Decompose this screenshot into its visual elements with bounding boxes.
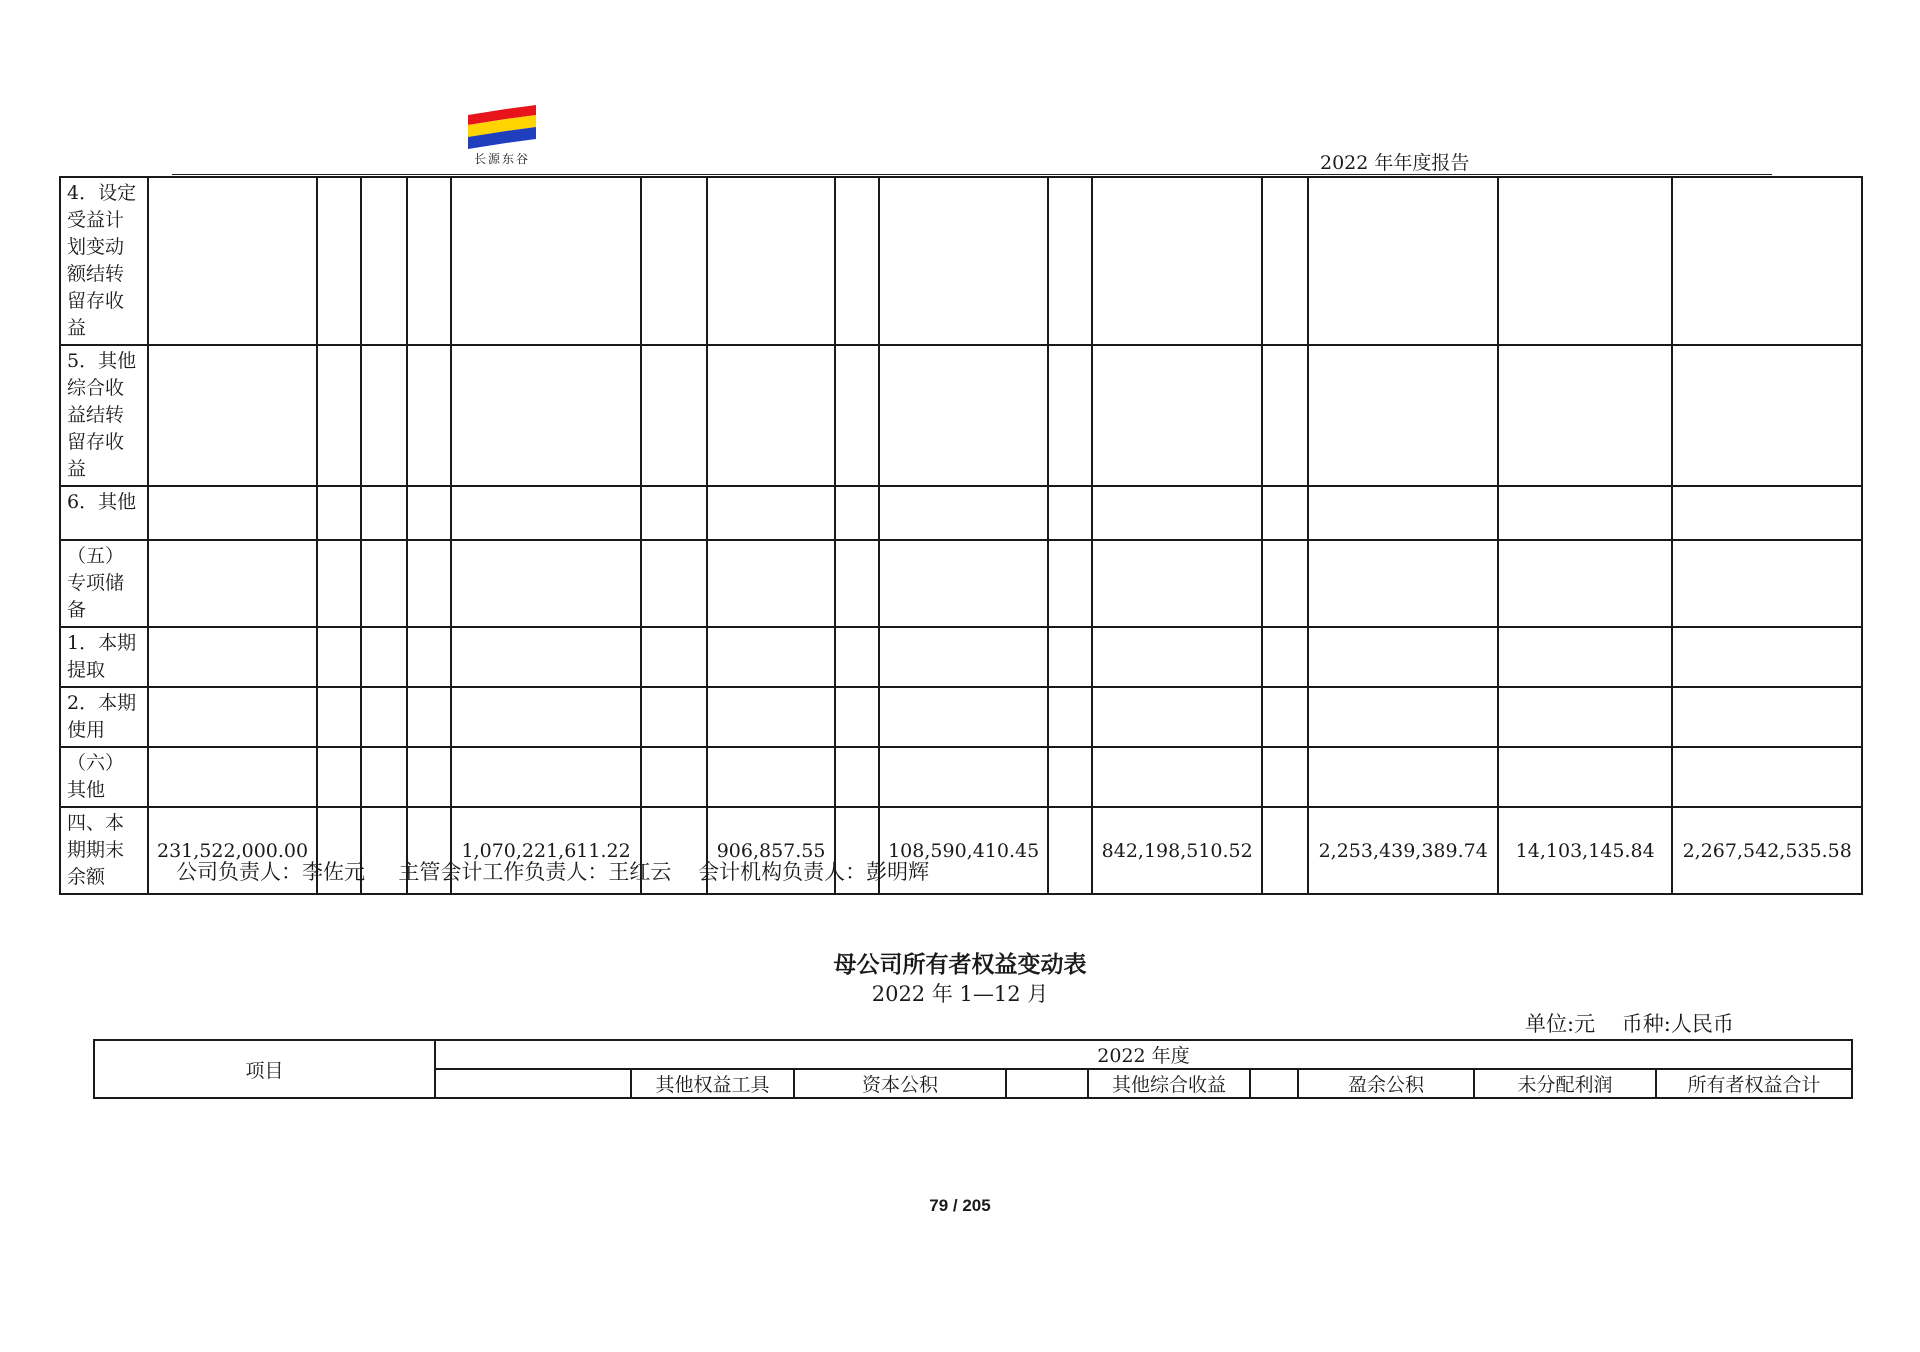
table-cell [1262,627,1308,687]
table-cell [148,540,317,627]
table-cell [1672,345,1862,486]
table-cell [148,687,317,747]
table-row [60,177,1862,345]
unit-currency: 单位:元 币种:人民币 [1525,1012,1734,1036]
row-label: 四、本期期末余额 [60,807,148,894]
table-cell [148,345,317,486]
table-cell [1672,486,1862,540]
table-cell [879,687,1048,747]
header-divider [172,174,1772,175]
table-cell [361,687,407,747]
table-cell [1048,747,1092,807]
table-cell [879,627,1048,687]
table-cell [317,177,361,345]
table-cell: 231,522,000.00 [148,807,317,894]
table-cell [361,540,407,627]
table-row [60,540,1862,627]
table-cell [451,627,641,687]
table-cell [1092,687,1262,747]
table-cell [361,177,407,345]
table-cell [1498,345,1672,486]
table-cell: 2,267,542,535.58 [1672,807,1862,894]
table-cell [641,747,707,807]
table-cell [1048,345,1092,486]
table-row [60,345,1862,486]
table-cell [1308,540,1498,627]
table-cell [317,687,361,747]
table-cell [707,627,835,687]
table-cell [407,345,451,486]
table-cell [1672,627,1862,687]
table-cell [317,540,361,627]
column-header: 所有者权益合计 [1656,1069,1852,1098]
table-cell [1498,177,1672,345]
column-header [1250,1069,1298,1098]
table-cell: 14,103,145.84 [1498,807,1672,894]
table-cell [835,747,879,807]
table-cell [451,486,641,540]
equity-change-table-continued [59,176,1863,895]
table-cell [1092,747,1262,807]
table-cell [1262,345,1308,486]
table-cell [1262,540,1308,627]
table-cell [1092,486,1262,540]
row-label: 1．本期提取 [60,627,148,687]
page-number: 79 / 205 [929,1196,991,1215]
table-cell [148,747,317,807]
table-cell [1308,486,1498,540]
table-cell: 842,198,510.52 [1092,807,1262,894]
table-cell [835,177,879,345]
signatories: 公司负责人：李佐元 主管会计工作负责人：王红云 会计机构负责人：彭明辉 [176,860,930,884]
table-cell [148,486,317,540]
table-row [60,747,1862,807]
row-label: 6．其他 [60,486,148,540]
table-cell [835,486,879,540]
table-cell [641,486,707,540]
table-cell [707,687,835,747]
column-header [435,1069,631,1098]
table-cell [1262,747,1308,807]
logo-text: 长源东谷 [473,152,530,166]
table-cell [1672,747,1862,807]
parent-equity-table-title: 母公司所有者权益变动表 [833,951,1087,978]
item-header: 项目 [94,1040,435,1098]
table-cell [1498,747,1672,807]
column-header [1006,1069,1088,1098]
table-cell [707,177,835,345]
table-cell [1048,627,1092,687]
table-cell [317,486,361,540]
table-cell [707,345,835,486]
table-cell [1672,177,1862,345]
table-cell [707,747,835,807]
table-cell [407,486,451,540]
table-cell [1092,627,1262,687]
table-cell [1672,687,1862,747]
table-cell [1308,345,1498,486]
table-cell [317,627,361,687]
table-cell [451,747,641,807]
table-cell [1048,486,1092,540]
table-cell [1048,807,1092,894]
column-header: 未分配利润 [1474,1069,1656,1098]
table-cell [361,747,407,807]
table-cell [1672,540,1862,627]
table-cell [1262,486,1308,540]
table-cell [641,345,707,486]
table-cell [1498,687,1672,747]
column-header: 资本公积 [794,1069,1006,1098]
table-cell [451,540,641,627]
table-cell: 906,857.55 [707,807,835,894]
table-cell [317,747,361,807]
table-cell [1308,177,1498,345]
table-cell [1308,747,1498,807]
parent-equity-change-table [93,1039,1853,1099]
table-cell [361,486,407,540]
table-cell [641,540,707,627]
table-cell [1048,540,1092,627]
table-cell [1092,540,1262,627]
table-cell [407,177,451,345]
table-cell [407,627,451,687]
table-cell: 1,070,221,611.22 [451,807,641,894]
table-cell: 2,253,439,389.74 [1308,807,1498,894]
table-cell [641,687,707,747]
table-cell [879,540,1048,627]
table-cell [1048,177,1092,345]
row-label: （五）专项储备 [60,540,148,627]
table-cell [1262,177,1308,345]
row-label: （六）其他 [60,747,148,807]
table-cell [1308,687,1498,747]
table-cell [407,687,451,747]
table-cell [451,687,641,747]
column-header: 其他综合收益 [1088,1069,1250,1098]
table-cell [1092,345,1262,486]
table-cell [835,687,879,747]
table-cell [407,747,451,807]
table-cell [641,177,707,345]
table-cell [148,177,317,345]
table-cell [879,177,1048,345]
table-cell [707,540,835,627]
year-header: 2022 年度 [435,1040,1852,1069]
table-cell [451,345,641,486]
table-cell [1498,540,1672,627]
column-header: 其他权益工具 [631,1069,794,1098]
table-cell [361,627,407,687]
table-cell [1498,486,1672,540]
table-row [60,486,1862,540]
table-cell [1308,627,1498,687]
table-cell [879,486,1048,540]
table-cell [361,345,407,486]
row-label: 4．设定受益计划变动额结转留存收益 [60,177,148,345]
table-cell [148,627,317,687]
row-label: 2．本期使用 [60,687,148,747]
table-cell [1048,687,1092,747]
table-cell [879,747,1048,807]
report-title: 2022 年年度报告 [1320,152,1470,174]
table-cell [407,540,451,627]
table-cell [1262,687,1308,747]
table-cell: 108,590,410.45 [879,807,1048,894]
row-label: 5．其他综合收益结转留存收益 [60,345,148,486]
table-cell [707,486,835,540]
table-cell [835,345,879,486]
table-cell [1262,807,1308,894]
table-cell [1498,627,1672,687]
column-header: 盈余公积 [1298,1069,1474,1098]
table-cell [317,345,361,486]
parent-equity-period: 2022 年 1—12 月 [871,982,1049,1006]
table-cell [1092,177,1262,345]
table-cell [879,345,1048,486]
table-cell [835,627,879,687]
table-cell [641,627,707,687]
table-row [60,687,1862,747]
table-cell [451,177,641,345]
table-cell [835,540,879,627]
table-row [60,627,1862,687]
